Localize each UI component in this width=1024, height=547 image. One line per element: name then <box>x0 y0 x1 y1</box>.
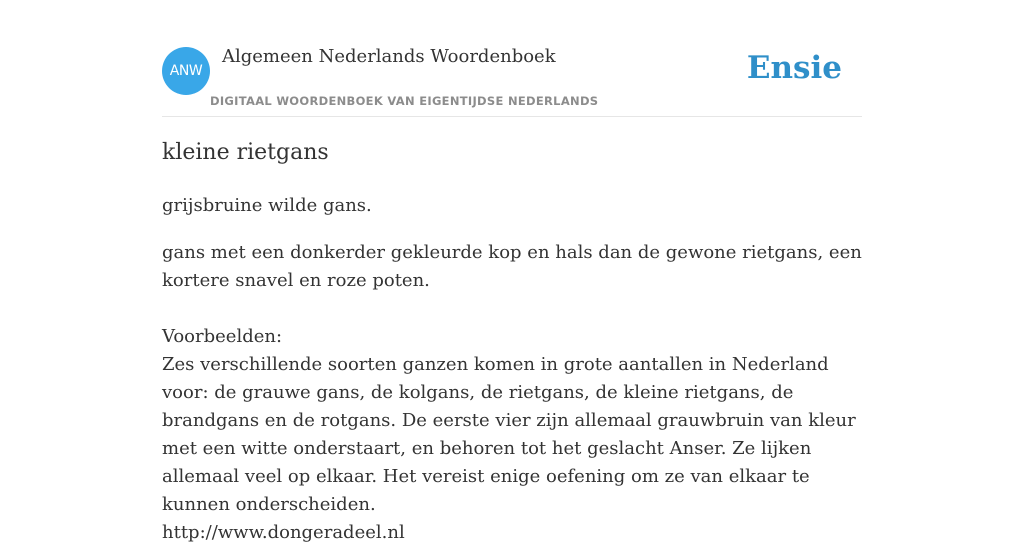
ensie-brand-logo[interactable]: Ensie <box>746 50 842 86</box>
site-header <box>162 0 862 117</box>
entry-term: kleine rietgans <box>162 140 329 165</box>
page-container <box>162 0 862 543</box>
source-link[interactable]: http://www.dongeradeel.nl <box>162 522 405 543</box>
site-subtitle: DIGITAAL WOORDENBOEK VAN EIGENTIJDSE NEDERLANDS <box>210 94 599 108</box>
anw-logo[interactable] <box>162 47 210 95</box>
logo-text: ANW <box>169 63 203 79</box>
entry-body <box>162 239 867 547</box>
spacer <box>162 295 867 323</box>
entry-short-definition: grijsbruine wilde gans. <box>162 195 372 216</box>
site-title[interactable]: Algemeen Nederlands Woordenboek <box>222 46 556 67</box>
entry-definition: gans met een donkerder gekleurde kop en hals dan de gewone rietgans, een kortere snavel en roze poten. <box>162 242 862 291</box>
example-text: Zes verschillende soorten ganzen komen in grote aantallen in Nederland voor: de grauwe gans, de kolgans, de rietgans, de kleine rietgans, de brandgans en de rotgans. De eerste vier zijn allemaal grauwbruin van kleur met een witte onderstaart, en behoren tot het geslacht Anser. Ze lijken allemaal veel op elkaar. Het vereist enige oefening om ze van elkaar te kunnen onderscheiden. <box>162 354 856 515</box>
examples-heading: Voorbeelden: <box>162 326 283 347</box>
